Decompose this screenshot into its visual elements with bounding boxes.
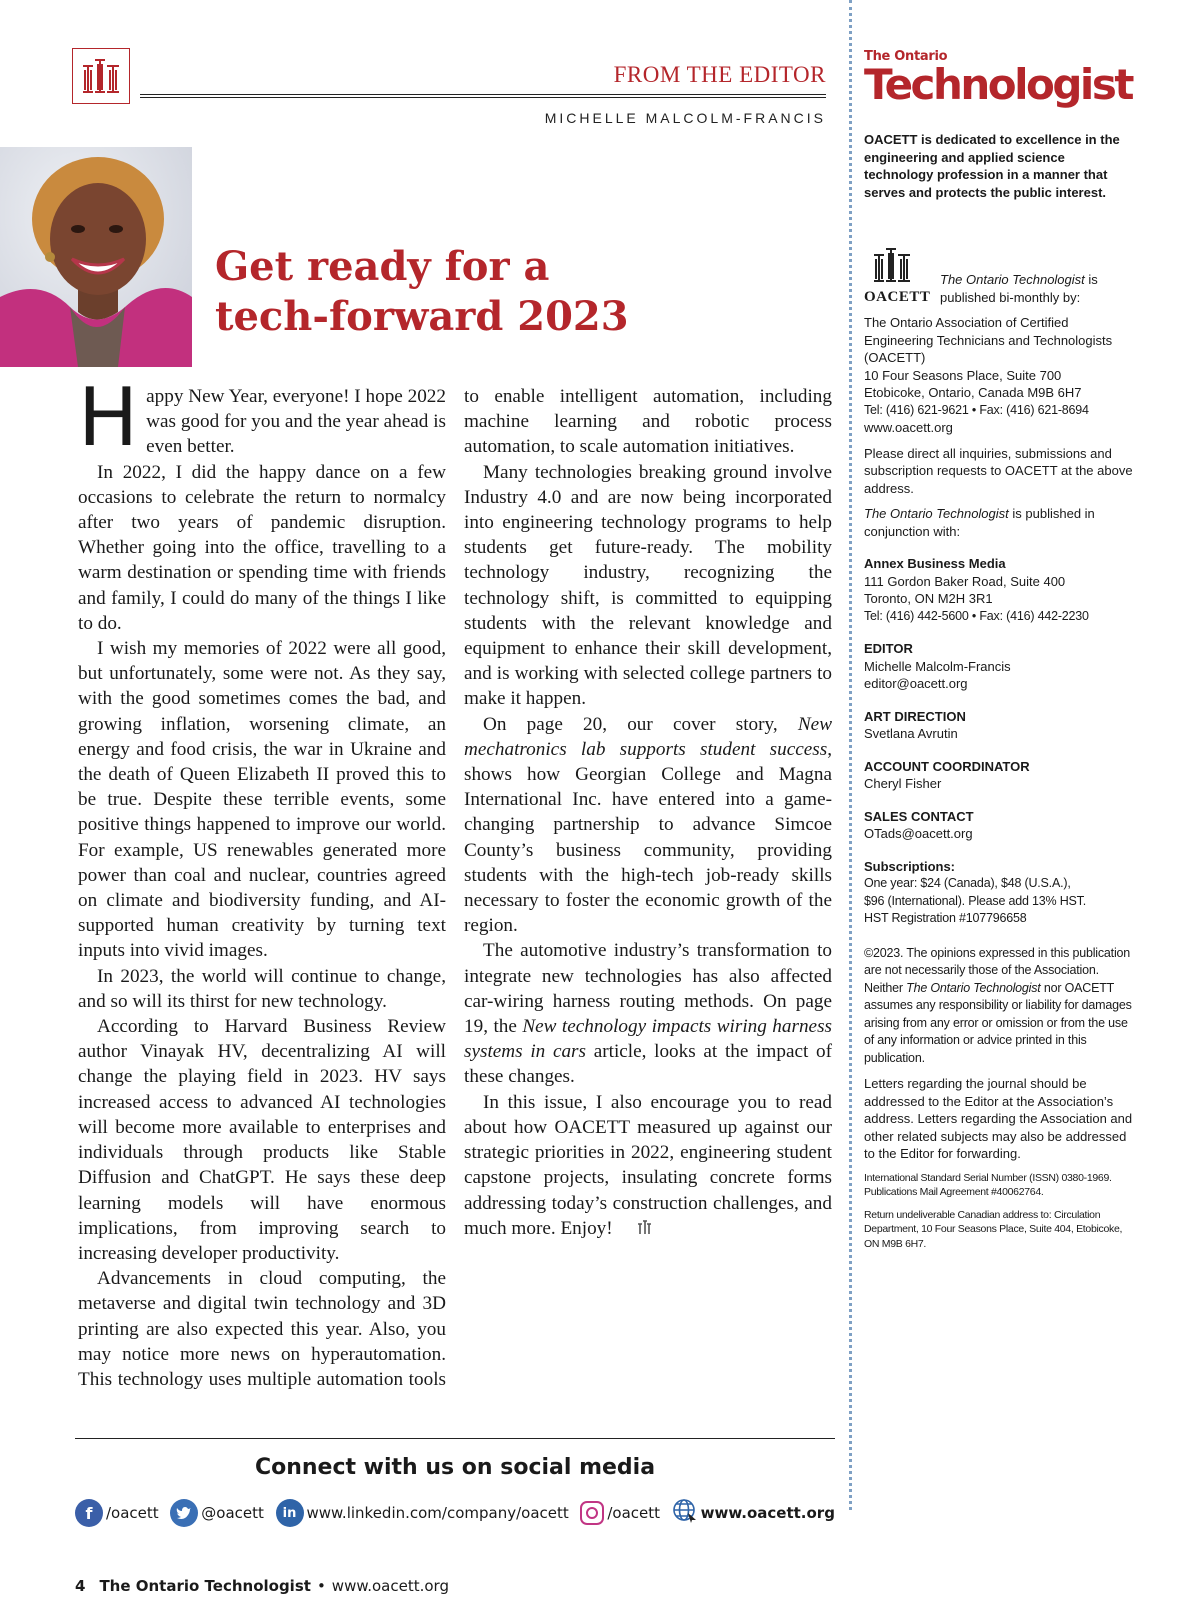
published-by: The Ontario Technologist is published bi-monthly by: <box>940 272 1098 305</box>
author-byline: MICHELLE MALCOLM-FRANCIS <box>544 110 826 126</box>
end-mark-icon <box>617 1217 652 1242</box>
article-paragraph: Many technologies breaking ground involve Industry 4.0 and are now being incorporated into engineering technology programs to help students get future-ready. The mobility technology industry, recognizing the technology shift, is committed to equipping students with the relevant knowledge and equipment to enhance their skill development, and is working with selected college partners to make it happen. <box>464 461 832 710</box>
sales-contact-heading: SALES CONTACT <box>864 808 974 824</box>
return-address-note: Return undeliverable Canadian address to: Circulation Department, 10 Four Seasons Place, Suite 404, Etobicoke, ON M9B 6H7. <box>864 1208 1123 1250</box>
header-rule <box>140 94 826 98</box>
org-address-2: Etobicoke, Ontario, Canada M9B 6H7 <box>864 385 1082 400</box>
article-paragraph: In 2022, I did the happy dance on a few occasions to celebrate the return to normalcy after two years of pandemic disruption. Whether going into the office, travelling to a warm destination or spending time with friends and family, I could do many of the things I like to do. <box>78 461 446 634</box>
editor-portrait-image <box>0 147 192 367</box>
facebook-link[interactable] <box>75 1499 159 1527</box>
editor-photo <box>0 147 192 367</box>
page-footer <box>75 1577 449 1595</box>
inquiries-note: Please direct all inquiries, submissions and subscription requests to OACETT at the above address. <box>864 445 1133 496</box>
art-director-name: Svetlana Avrutin <box>864 726 958 741</box>
instagram-icon <box>580 1501 604 1525</box>
masthead-title: Technologist <box>864 60 1132 109</box>
twitter-handle: @oacett <box>201 1504 264 1522</box>
linkedin-url: www.linkedin.com/company/oacett <box>306 1504 569 1522</box>
account-coordinator-name: Cheryl Fisher <box>864 776 942 791</box>
editor-heading: EDITOR <box>864 641 913 656</box>
editor-name: Michelle Malcolm-Francis <box>864 658 1011 674</box>
annex-name: Annex Business Media <box>864 556 1006 571</box>
instagram-handle: /oacett <box>607 1504 661 1522</box>
oacett-logo-icon <box>79 56 123 96</box>
copyright-note: ©2023. The opinions expressed in this publication are not necessarily those of the Association. Neither The Ontario Technologist nor OACETT assumes any responsibility or liability for damages arising from any error or omission or from the use of any information or advice printed in this publication. <box>864 945 1132 1065</box>
oacett-mark-icon <box>864 245 920 285</box>
oacett-logo-text: OACETT <box>864 289 931 305</box>
sales-email: OTads@oacett.org <box>864 826 973 841</box>
article-paragraph: The automotive industry’s transformation to integrate new technologies has also affected car-wiring harness routing methods. On page 19, the New technology impacts wiring harness systems in cars article, looks at the impact of these changes. <box>464 940 832 1088</box>
page-number: 4 <box>75 1577 86 1595</box>
article-paragraph: According to Harvard Business Review author Vinayak HV, decentralizing AI will change the playing field in 2023. HV says increased access to advanced AI technologies will become more available to enterprises and individuals through products like Stable Diffusion and ChatGPT. He says these deep learning models will have enormous implications, from improving search to increasing developer productivity. <box>78 1016 446 1264</box>
twitter-icon <box>170 1499 198 1527</box>
article-paragraph: In this issue, I also encourage you to read about how OACETT measured up against our strategic priorities in 2022, engineering student capstone projects, insulating concrete forms addressing today’s construction challenges, and much more. Enjoy! <box>464 1090 832 1242</box>
drop-cap: H <box>78 371 139 464</box>
mission-statement: OACETT is dedicated to excellence in the engineering and applied science technology profession in a manner that serves and protects the public interest. <box>864 132 1120 200</box>
publisher-block <box>864 245 1136 306</box>
org-phone: Tel: (416) 621-9621 • Fax: (416) 621-8694 <box>864 402 1089 417</box>
social-links <box>75 1497 835 1529</box>
footer-url: www.oacett.org <box>331 1577 449 1595</box>
website-link[interactable] <box>672 1498 835 1528</box>
article-paragraph: Happy New Year, everyone! I hope 2022 was good for you and the year ahead is even better. <box>78 371 446 464</box>
article-paragraph: Advancements in cloud computing, the metaverse and digital twin technology and 3D printing are also expected this year. Also, you may notice more news on hyperautomation. This technology uses multiple automation tools to enable intelligent automation, including machine learning and robotic process automation, to scale automation initiatives. <box>78 386 832 1390</box>
org-address-1: 10 Four Seasons Place, Suite 700 <box>864 367 1062 383</box>
article-paragraph: I wish my memories of 2022 were all good, but unfortunately, some were not. As they say, with the good sometimes comes the bad, and growing inflation, worsening climate, an energy and food crisis, the war in Ukraine and the death of Queen Elizabeth II proved this to be true. Despite these terrible events, some positive things happened to improve our world. For example, US renewables generated more power than coal and nuclear, countries agreed on climate and biodiversity funding, and AI-supported human creativity by turning text inputs into vivid images. <box>78 638 446 962</box>
conjunction-note: The Ontario Technologist is published in conjunction with: <box>864 506 1095 539</box>
art-direction-heading: ART DIRECTION <box>864 708 966 724</box>
sidebar-divider <box>849 0 852 1510</box>
social-title: Connect with us on social media <box>254 1455 656 1480</box>
cover-story-title: New mechatronics lab supports student success <box>464 713 832 760</box>
article-paragraph: On page 20, our cover story, New mechatronics lab supports student success, shows how Georgian College and Magna International Inc. have entered into a game-changing partnership to advance Simcoe County’s business community, providing students with the high-tech job-ready skills necessary to foster the economic growth of the region. <box>464 713 832 937</box>
instagram-link[interactable] <box>580 1501 660 1525</box>
headline-line-1: Get ready for a <box>215 243 550 290</box>
subscriptions-line: HST Registration #107796658 <box>864 911 1027 925</box>
globe-icon <box>672 1498 698 1528</box>
masthead-kicker: The Ontario <box>864 49 948 64</box>
subscriptions-line: $96 (International). Please add 13% HST. <box>864 893 1086 908</box>
article-body <box>78 371 832 1394</box>
subscriptions-line: One year: $24 (Canada), $48 (U.S.A.), <box>864 876 1071 890</box>
website-url: www.oacett.org <box>700 1504 835 1522</box>
org-website: www.oacett.org <box>864 420 953 435</box>
article-title-ref: New technology impacts wiring harness systems in cars <box>464 1016 832 1063</box>
linkedin-icon: in <box>276 1499 304 1527</box>
facebook-icon: f <box>75 1499 103 1527</box>
org-name: The Ontario Association of Certified Engineering Technicians and Technologists (OACETT) <box>864 315 1113 365</box>
editor-email: editor@oacett.org <box>864 676 968 691</box>
footer-publication: The Ontario Technologist <box>99 1577 311 1595</box>
section-label: FROM THE EDITOR <box>613 62 826 87</box>
subscriptions-heading: Subscriptions: <box>864 858 956 874</box>
annex-address-2: Toronto, ON M2H 3R1 <box>864 591 993 606</box>
oacett-logo <box>72 48 130 104</box>
oacett-small-logo <box>864 245 940 305</box>
facebook-handle: /oacett <box>106 1504 159 1522</box>
twitter-link[interactable] <box>170 1499 264 1527</box>
article-paragraph: In 2023, the world will continue to change, and so will its thirst for new technology. <box>78 965 446 1012</box>
headline <box>215 242 775 342</box>
annex-phone: Tel: (416) 442-5600 • Fax: (416) 442-2230 <box>864 608 1089 623</box>
footer-separator: • <box>316 1577 326 1595</box>
masthead-sidebar <box>864 50 1136 1251</box>
issn-note: International Standard Serial Number (ISSN) 0380-1969. Publications Mail Agreement #40062764. <box>864 1171 1112 1198</box>
account-coordinator-heading: ACCOUNT COORDINATOR <box>864 758 1030 774</box>
headline-line-2: tech-forward 2023 <box>215 293 629 340</box>
social-divider <box>75 1438 835 1439</box>
linkedin-link[interactable] <box>276 1499 569 1527</box>
letters-note: Letters regarding the journal should be addressed to the Editor at the Association’s address. Letters regarding the Association and other related subjects may also be addressed to the Editor for forwarding. <box>864 1076 1133 1161</box>
annex-address-1: 111 Gordon Baker Road, Suite 400 <box>864 573 1066 589</box>
